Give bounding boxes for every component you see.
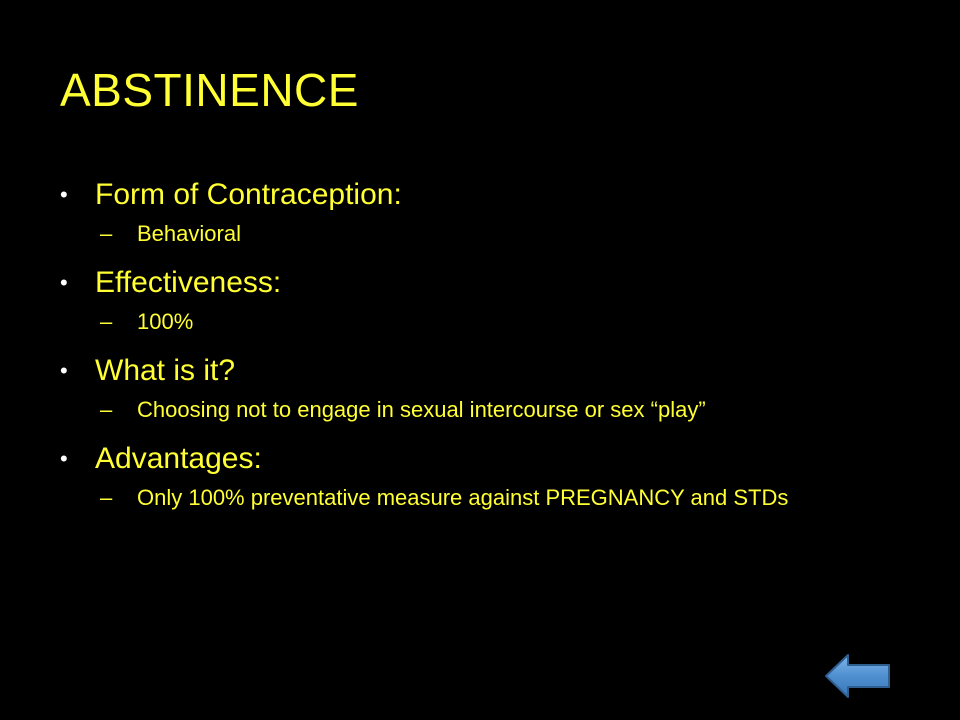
sub-bullet-definition — [60, 395, 920, 425]
sub-bullet-text: Only 100% preventative measure against PREGNANCY and STDs — [137, 485, 789, 510]
sub-bullet-text: Choosing not to engage in sexual intercourse or sex “play” — [137, 397, 706, 422]
dash-icon: – — [100, 309, 113, 334]
sub-bullet-advantage — [60, 483, 920, 513]
bullet-icon: • — [60, 182, 68, 207]
bullet-what-is-it — [60, 351, 920, 391]
bullet-label: Effectiveness: — [95, 266, 282, 299]
bullet-icon: • — [60, 270, 68, 295]
bullet-label: Form of Contraception: — [95, 178, 402, 211]
dash-icon: – — [100, 397, 113, 422]
back-button[interactable] — [824, 653, 892, 699]
back-arrow-icon — [824, 653, 892, 699]
bullet-form-of-contraception — [60, 175, 920, 215]
bullet-icon: • — [60, 358, 68, 383]
bullet-list — [60, 175, 920, 513]
sub-bullet-100-percent — [60, 307, 920, 337]
dash-icon: – — [100, 485, 113, 510]
dash-icon: – — [100, 221, 113, 246]
sub-bullet-text: 100% — [137, 309, 194, 334]
bullet-label: Advantages: — [95, 442, 262, 475]
sub-bullet-behavioral — [60, 219, 920, 249]
bullet-icon: • — [60, 446, 68, 471]
sub-bullet-text: Behavioral — [137, 221, 241, 246]
bullet-advantages — [60, 439, 920, 479]
bullet-label: What is it? — [95, 354, 236, 387]
slide-title: ABSTINENCE — [60, 64, 359, 116]
bullet-effectiveness — [60, 263, 920, 303]
